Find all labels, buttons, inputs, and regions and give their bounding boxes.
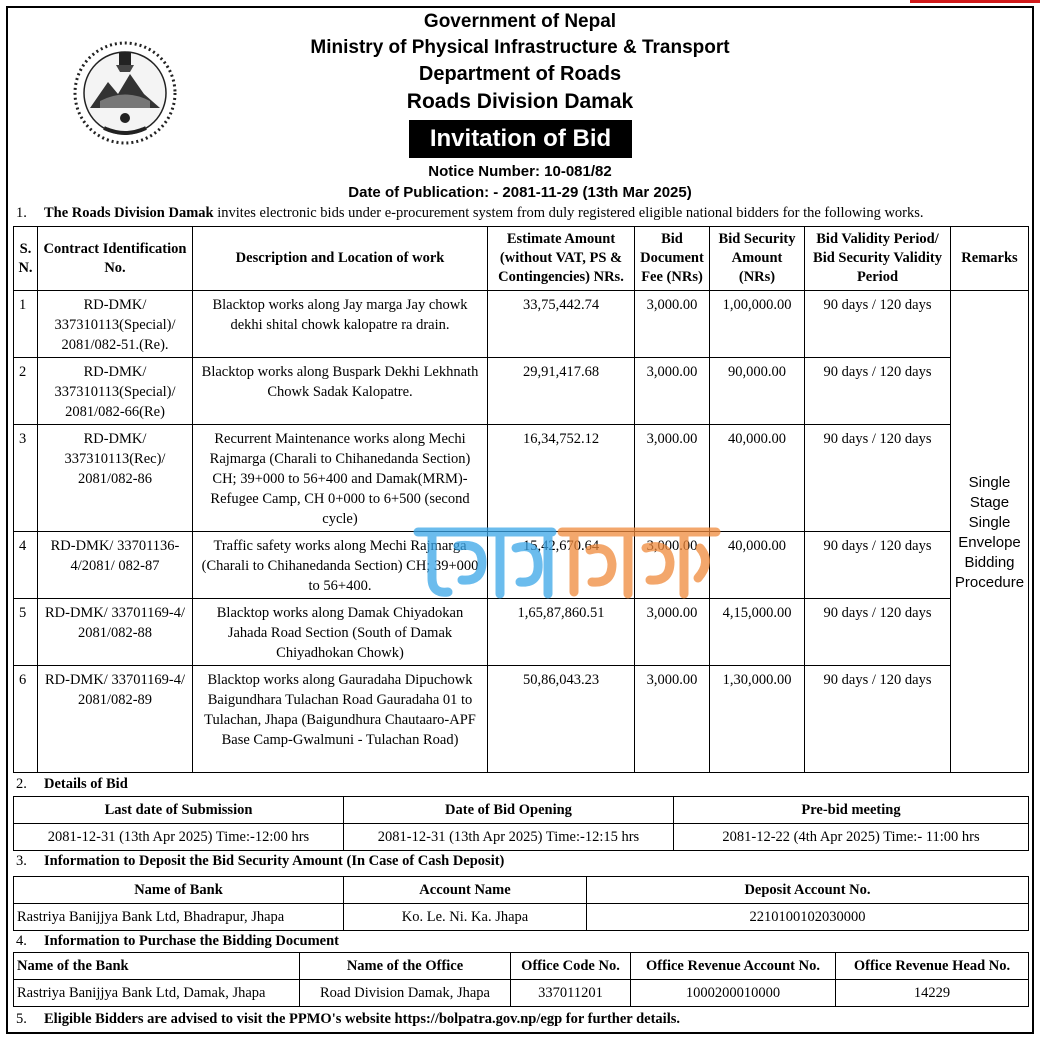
header-bid-opening: Date of Bid Opening [344,797,674,824]
intro-paragraph [12,205,924,222]
cell-remarks: Single Stage Single Envelope Bidding Procedure [951,291,1029,773]
section-title: Information to Purchase the Bidding Document [44,933,339,949]
section-3-heading [12,853,504,870]
cell-contract-id: RD-DMK/ 337310113(Special)/ 2081/082-66(Re) [38,358,193,425]
footer-text: Eligible Bidders are advised to visit the PPMO's website https://bolpatra.gov.np/egp for further details. [44,1011,680,1027]
cell-bank-name: Rastriya Banijjya Bank Ltd, Damak, Jhapa [14,980,300,1007]
top-accent-line [910,0,1040,3]
section-4-heading [12,933,339,950]
cell-description: Blacktop works along Gauradaha Dipuchowk Baigundhara Tulachan Road Gauradaha 01 to Tulachan, Jhapa (Baigundhura Chautaaro-APF Base Camp-Gwalmuni - Tulachan Road) [193,666,488,773]
cell-revenue-head: 14229 [836,980,1029,1007]
notice-number: Notice Number: 10-081/82 [428,163,612,180]
publication-date: Date of Publication: - 2081-11-29 (13th Mar 2025) [348,184,692,201]
cell-sn: 1 [14,291,38,358]
table-row [14,358,1029,425]
header-description: Description and Location of work [193,227,488,291]
cell-fee: 3,000.00 [635,666,710,773]
cell-fee: 3,000.00 [635,532,710,599]
section-number: 3. [16,853,27,869]
header-revenue-head: Office Revenue Head No. [836,953,1029,980]
cell-estimate: 16,34,752.12 [488,425,635,532]
cell-estimate: 33,75,442.74 [488,291,635,358]
header-sn: S. N. [14,227,38,291]
cell-contract-id: RD-DMK/ 33701169-4/ 2081/082-88 [38,599,193,666]
cell-deposit-account: 2210100102030000 [587,904,1029,931]
cell-description: Traffic safety works along Mechi Rajmarga (Charali to Chihanedanda Section) CH; 39+000 to 56+400. [193,532,488,599]
bid-notice [6,6,1034,1034]
table-row [14,291,1029,358]
header-revenue-account: Office Revenue Account No. [631,953,836,980]
cell-estimate: 50,86,043.23 [488,666,635,773]
header-bank-name: Name of Bank [14,877,344,904]
header-deposit-account: Deposit Account No. [587,877,1029,904]
cell-validity: 90 days / 120 days [805,532,951,599]
document-purchase-table [13,952,1029,1007]
cell-fee: 3,000.00 [635,291,710,358]
cell-security: 1,00,000.00 [710,291,805,358]
header-estimate: Estimate Amount (without VAT, PS & Contingencies) NRs. [488,227,635,291]
works-table [13,226,1029,773]
table-header-row [14,877,1029,904]
section-number: 5. [16,1011,27,1027]
section-title: Information to Deposit the Bid Security Amount (In Case of Cash Deposit) [44,853,505,869]
cell-revenue-account: 1000200010000 [631,980,836,1007]
cell-estimate: 15,42,670.64 [488,532,635,599]
table-row [14,425,1029,532]
header-office-code: Office Code No. [511,953,631,980]
cell-fee: 3,000.00 [635,358,710,425]
cell-security: 1,30,000.00 [710,666,805,773]
cell-office-code: 337011201 [511,980,631,1007]
ministry-title: Ministry of Physical Infrastructure & Transport [310,37,730,58]
header-prebid-meeting: Pre-bid meeting [674,797,1029,824]
cell-fee: 3,000.00 [635,425,710,532]
cell-description: Blacktop works along Buspark Dekhi Lekhnath Chowk Sadak Kalopatre. [193,358,488,425]
bid-security-table [13,876,1029,931]
cell-sn: 4 [14,532,38,599]
cell-validity: 90 days / 120 days [805,291,951,358]
cell-contract-id: RD-DMK/ 33701136-4/2081/ 082-87 [38,532,193,599]
section-title: Details of Bid [44,776,128,792]
section-number: 1. [16,205,27,221]
cell-description: Blacktop works along Damak Chiyadokan Jahada Road Section (South of Damak Chiyadhokan Chowk) [193,599,488,666]
cell-sn: 3 [14,425,38,532]
cell-validity: 90 days / 120 days [805,358,951,425]
header-last-submission: Last date of Submission [14,797,344,824]
division-title: Roads Division Damak [406,90,634,113]
intro-bold: The Roads Division Damak [44,205,214,221]
government-title: Government of Nepal [423,11,617,32]
header-bank-name: Name of the Bank [14,953,300,980]
header-account-name: Account Name [344,877,587,904]
cell-prebid-meeting: 2081-12-22 (4th Apr 2025) Time:- 11:00 hrs [674,824,1029,851]
table-row [14,599,1029,666]
table-header-row [14,797,1029,824]
header-validity: Bid Validity Period/ Bid Security Validity Period [805,227,951,291]
cell-security: 40,000.00 [710,425,805,532]
department-title: Department of Roads [418,63,622,85]
works-header-row [14,227,1029,291]
header-office-name: Name of the Office [300,953,511,980]
section-2-heading [12,776,128,793]
cell-security: 90,000.00 [710,358,805,425]
table-row [14,980,1029,1007]
cell-validity: 90 days / 120 days [805,666,951,773]
cell-description: Recurrent Maintenance works along Mechi Rajmarga (Charali to Chihanedanda Section) CH; 39+000 to 56+400 and Damak(MRM)- Refugee Camp, CH 0+000 to 6+500 (second cycle) [193,425,488,532]
cell-account-name: Ko. Le. Ni. Ka. Jhapa [344,904,587,931]
cell-estimate: 1,65,87,860.51 [488,599,635,666]
header-remarks: Remarks [951,227,1029,291]
section-number: 4. [16,933,27,949]
table-row [14,666,1029,773]
cell-contract-id: RD-DMK/ 337310113(Rec)/ 2081/082-86 [38,425,193,532]
section-number: 2. [16,776,27,792]
cell-estimate: 29,91,417.68 [488,358,635,425]
invitation-banner: Invitation of Bid [409,120,632,158]
section-5-footer [12,1011,680,1028]
cell-bid-opening: 2081-12-31 (13th Apr 2025) Time:-12:15 hrs [344,824,674,851]
cell-sn: 5 [14,599,38,666]
cell-description: Blacktop works along Jay marga Jay chowk dekhi shital chowk kalopatre ra drain. [193,291,488,358]
cell-contract-id: RD-DMK/ 337310113(Special)/ 2081/082-51.(Re). [38,291,193,358]
table-row [14,904,1029,931]
cell-bank-name: Rastriya Banijjya Bank Ltd, Bhadrapur, Jhapa [14,904,344,931]
cell-security: 4,15,000.00 [710,599,805,666]
header-security: Bid Security Amount (NRs) [710,227,805,291]
header-contract-id: Contract Identification No. [38,227,193,291]
bid-dates-table [13,796,1029,851]
cell-fee: 3,000.00 [635,599,710,666]
table-header-row [14,953,1029,980]
intro-text: invites electronic bids under e-procurement system from duly registered eligible national bidders for the following works. [213,205,924,221]
table-row [14,532,1029,599]
cell-contract-id: RD-DMK/ 33701169-4/ 2081/082-89 [38,666,193,773]
cell-validity: 90 days / 120 days [805,425,951,532]
cell-office-name: Road Division Damak, Jhapa [300,980,511,1007]
table-row [14,824,1029,851]
cell-sn: 6 [14,666,38,773]
cell-sn: 2 [14,358,38,425]
header-fee: Bid Document Fee (NRs) [635,227,710,291]
cell-validity: 90 days / 120 days [805,599,951,666]
cell-last-submission: 2081-12-31 (13th Apr 2025) Time:-12:00 hrs [14,824,344,851]
cell-security: 40,000.00 [710,532,805,599]
